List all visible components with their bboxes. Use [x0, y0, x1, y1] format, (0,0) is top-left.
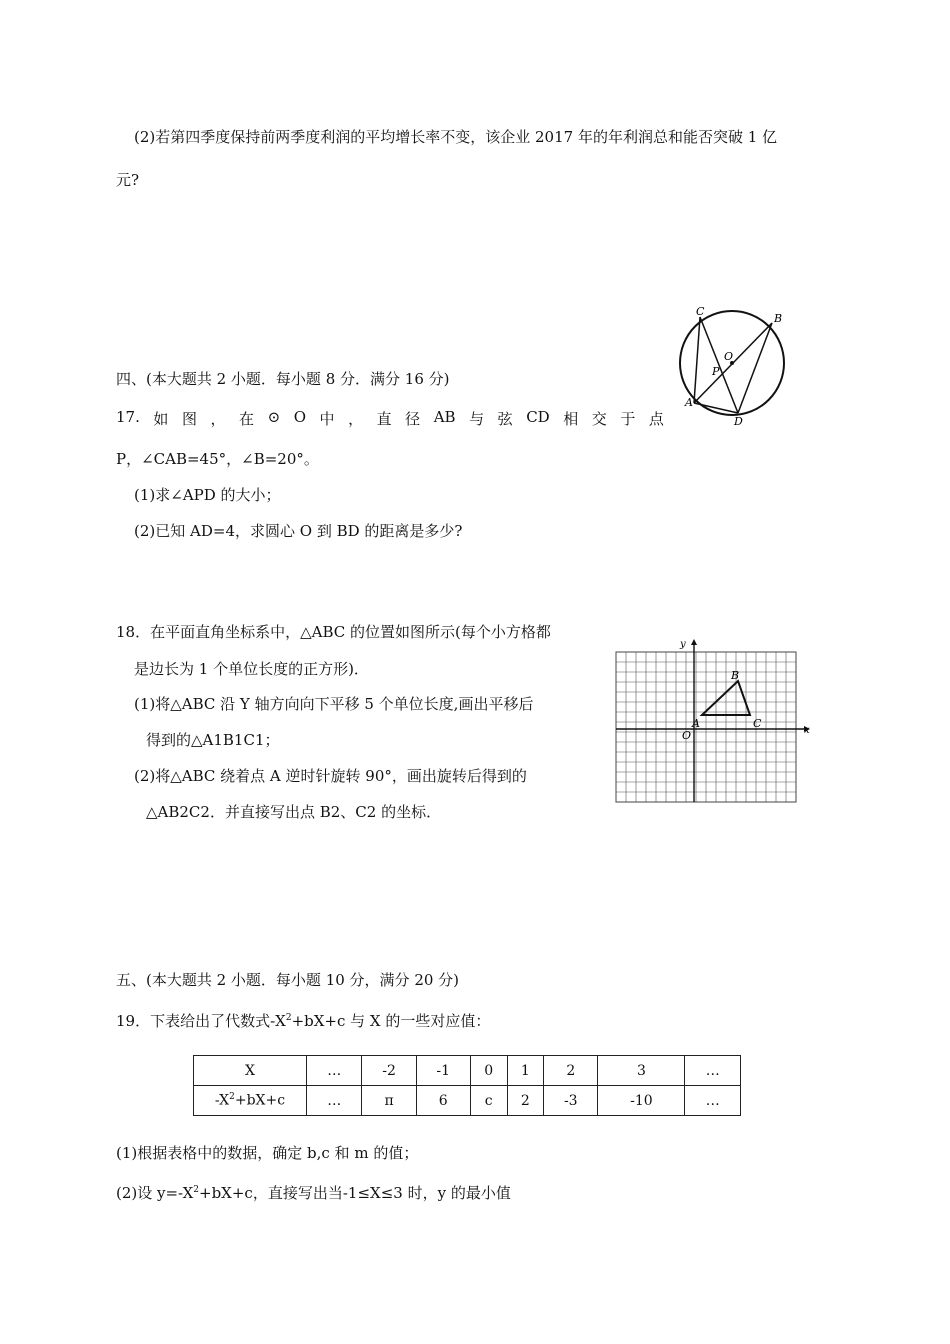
q18-part2-a: (2)将△ABC 绕着点 A 逆时针旋转 90°，画出旋转后得到的: [134, 767, 527, 785]
q16-part2-text-cont: 元?: [116, 171, 140, 189]
table-cell: …: [307, 1056, 362, 1086]
q19-value-table: [193, 1055, 741, 1116]
q16-part2-text: (2)若第四季度保持前两季度利润的平均增长率不变，该企业 2017 年的年利润总和能否突破 1 亿: [134, 128, 778, 146]
q19-intro: [116, 1008, 490, 1031]
q18-part1-a: (1)将△ABC 沿 Y 轴方向向下平移 5 个单位长度,画出平移后: [134, 695, 534, 713]
section5-heading: 五、(本大题共 2 小题．每小题 10 分，满分 20 分): [116, 971, 460, 989]
table-row: [194, 1056, 741, 1086]
chord-ca: [694, 317, 700, 403]
table-cell: 3: [598, 1056, 685, 1086]
q17-token: O: [293, 408, 306, 426]
q17-token: 于: [620, 410, 636, 428]
q17-token: AB: [433, 408, 456, 426]
q17-token: 点: [648, 410, 664, 428]
q17-token: ⊙: [267, 408, 281, 426]
table-cell: 2: [544, 1056, 598, 1086]
q19-part2: [116, 1180, 511, 1203]
label-origin: O: [682, 729, 692, 742]
cell-text: -X: [214, 1092, 230, 1109]
q18-line2: 是边长为 1 个单位长度的正方形)．: [134, 660, 369, 678]
q17-token: ，: [348, 410, 364, 428]
y-axis-arrow: [691, 639, 697, 645]
label-a: A: [685, 396, 693, 409]
label-d: D: [734, 415, 743, 428]
q17-token: 中: [319, 410, 335, 428]
q17-token: 弦: [497, 410, 513, 428]
table-cell: -3: [544, 1086, 598, 1116]
label-y: y: [680, 639, 686, 650]
q17-token: 图: [181, 410, 197, 428]
q19-intro-sup: 2: [285, 1013, 292, 1023]
table-cell: c: [470, 1086, 507, 1116]
grid-lines: [616, 652, 796, 802]
label-o: O: [724, 350, 734, 363]
q17-token: 在: [239, 410, 255, 428]
table-cell: …: [307, 1086, 362, 1116]
chord-bd: [738, 323, 772, 413]
q17-token: 径: [405, 410, 421, 428]
table-cell: [194, 1086, 307, 1116]
q17-token: ，: [210, 410, 226, 428]
table-cell: …: [685, 1086, 741, 1116]
label-p: P: [712, 365, 720, 378]
table-cell: 1: [507, 1056, 544, 1086]
q18-grid-figure: [612, 635, 812, 810]
q18-part1-b: 得到的△A1B1C1；: [146, 731, 280, 749]
q19-part2-a: (2)设 y=-X: [116, 1184, 194, 1202]
table-cell: π: [362, 1086, 416, 1116]
q17-line1: [116, 408, 664, 429]
cell-text: +bX+c: [234, 1092, 286, 1109]
table-cell: -1: [416, 1056, 470, 1086]
q18-part2-b: △AB2C2．并直接写出点 B2、C2 的坐标．: [146, 803, 442, 821]
q19-part2-sup: 2: [193, 1185, 200, 1195]
q17-token: CD: [526, 408, 550, 426]
label-a: A: [692, 717, 700, 730]
table-cell: 2: [507, 1086, 544, 1116]
table-cell: X: [194, 1056, 307, 1086]
table-cell: -2: [362, 1056, 416, 1086]
section4-heading: 四、(本大题共 2 小题．每小题 8 分．满分 16 分): [116, 370, 450, 388]
table-cell: -10: [598, 1086, 685, 1116]
q18-line1: 18．在平面直角坐标系中，△ABC 的位置如图所示(每个小方格都: [116, 623, 551, 641]
label-x: x: [804, 725, 810, 736]
q17-circle-figure: [672, 305, 802, 430]
q19-part2-b: +bX+c，直接写出当-1≤X≤3 时，y 的最小值: [199, 1184, 511, 1202]
label-b: B: [774, 312, 783, 325]
q19-part1: (1)根据表格中的数据，确定 b,c 和 m 的值；: [116, 1144, 419, 1162]
table-cell: 0: [470, 1056, 507, 1086]
table-cell: …: [685, 1056, 741, 1086]
q17-token: 17.: [116, 408, 140, 426]
q17-part1: (1)求∠APD 的大小；: [134, 486, 281, 504]
q19-intro-b: +bX+c 与 X 的一些对应值：: [291, 1012, 491, 1030]
q17-token: 与: [469, 410, 485, 428]
cell-sup: 2: [229, 1092, 235, 1103]
q17-part2: (2)已知 AD=4，求圆心 O 到 BD 的距离是多少?: [134, 522, 463, 540]
label-b: B: [731, 669, 740, 682]
table-row: [194, 1086, 741, 1116]
q17-line2: P，∠CAB=45°，∠B=20°。: [116, 450, 319, 468]
q17-token: 相: [563, 410, 579, 428]
table-cell: 6: [416, 1086, 470, 1116]
q17-token: 直: [376, 410, 392, 428]
q19-intro-a: 19．下表给出了代数式-X: [116, 1012, 286, 1030]
label-c: C: [696, 305, 705, 318]
q17-token: 如: [153, 410, 169, 428]
q17-token: 交: [591, 410, 607, 428]
label-c: C: [753, 717, 762, 730]
